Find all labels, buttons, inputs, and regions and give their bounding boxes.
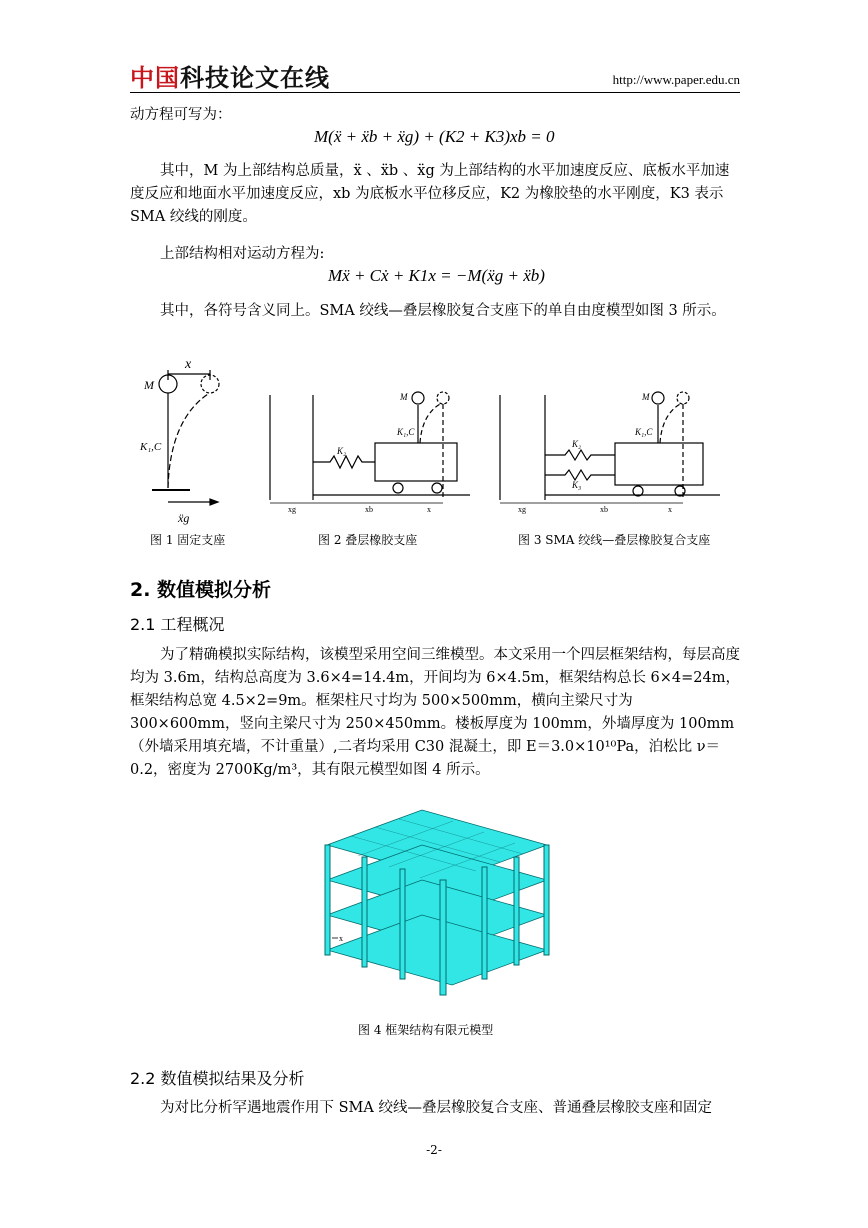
fig4-axis-label: x	[339, 934, 343, 943]
fig1-k-label: K₁,C	[140, 441, 162, 453]
fig2-k1c-label: K₁,C	[397, 427, 415, 437]
figure-4-fe-model	[322, 805, 552, 1000]
header-url[interactable]: http://www.paper.edu.cn	[612, 72, 740, 87]
figure-3-sma-composite-bearing	[500, 392, 720, 503]
fig2-xg-label: xg	[288, 505, 296, 514]
fig1-xg-label: ẍg	[178, 511, 190, 525]
figures-1-3	[130, 350, 740, 530]
fig1-m-label: M	[144, 378, 154, 392]
figure-2-rubber-bearing	[270, 392, 470, 503]
fig4-caption: 图 4 框架结构有限元模型	[358, 1023, 494, 1037]
paragraph-relative-motion: 上部结构相对运动方程为:	[160, 246, 325, 262]
figure-1-fixed-support	[152, 370, 219, 505]
fig1-caption: 图 1 固定支座	[150, 533, 226, 547]
paragraph-model-ref: 其中，各符号含义同上。SMA 绞线—叠层橡胶复合支座下的单自由度模型如图 3 所示。	[160, 303, 726, 319]
section-2-2-heading: 2.2 数值模拟结果及分析	[130, 1069, 305, 1088]
page-number: -2-	[426, 1143, 442, 1157]
fig3-k1c-label: K₁,C	[635, 427, 653, 437]
fig2-k2-label: K₂	[337, 446, 347, 456]
fig2-m-label: M	[400, 392, 408, 402]
section-2-1-heading: 2.1 工程概况	[130, 615, 225, 634]
fig3-k2-label: K₂	[572, 439, 582, 449]
fig3-x-label: x	[668, 505, 672, 514]
paragraph-comparison: 为对比分析罕遇地震作用下 SMA 绞线—叠层橡胶复合支座、普通叠层橡胶支座和固定	[160, 1100, 712, 1116]
fig3-k3-label: K₃	[572, 480, 582, 490]
fig3-caption: 图 3 SMA 绞线—叠层橡胶复合支座	[518, 533, 711, 547]
paragraph-project-overview: 为了精确模拟实际结构，该模型采用空间三维模型。本文采用一个四层框架结构，每层高度均为 3.6m，结构总高度为 3.6×4=14.4m，开间均为 6×4.5m，框架结构总长 6×4=24m，框架结构总宽 4.5×2=9m。框架柱尺寸均为 500×500mm，横向主梁尺寸为 300×600mm，竖向主梁尺寸为 250×450mm。楼板厚度为 100mm，外墙厚度为 100mm（外墙采用填充墙，不计重量）,二者均采用 C30 混凝土，即 E＝3.0×10¹⁰Pa，泊松比 ν＝0.2，密度为 2700Kg/m³，其有限元模型如图 4 所示。	[130, 647, 740, 778]
fig3-m-label: M	[642, 392, 650, 402]
fig1-x-label: x	[185, 357, 192, 372]
equation-2: Mẍ + Cẋ + K1x = −M(ẍg + ẍb)	[328, 266, 545, 285]
paragraph-symbols: 其中，M 为上部结构总质量，ẍ 、ẍb 、ẍg 为上部结构的水平加速度反应、底板水平加速度反应和地面水平加速度反应，xb 为底板水平位移反应，K2 为橡胶垫的水平刚度，K3 表示 SMA 绞线的刚度。	[130, 163, 730, 225]
fig2-caption: 图 2 叠层橡胶支座	[318, 533, 418, 547]
fig3-xb-label: xb	[600, 505, 608, 514]
journal-logo: 中国科技论文在线	[130, 64, 330, 92]
section-2-heading: 2. 数值模拟分析	[130, 579, 272, 601]
fig2-x-label: x	[427, 505, 431, 514]
page-header	[130, 58, 740, 92]
header-rule	[130, 92, 740, 93]
equation-1: M(ẍ + ẍb + ẍg) + (K2 + K3)xb = 0	[314, 127, 555, 146]
paragraph-intro: 动方程可写为：	[130, 107, 232, 123]
fig3-xg-label: xg	[518, 505, 526, 514]
fig2-xb-label: xb	[365, 505, 373, 514]
